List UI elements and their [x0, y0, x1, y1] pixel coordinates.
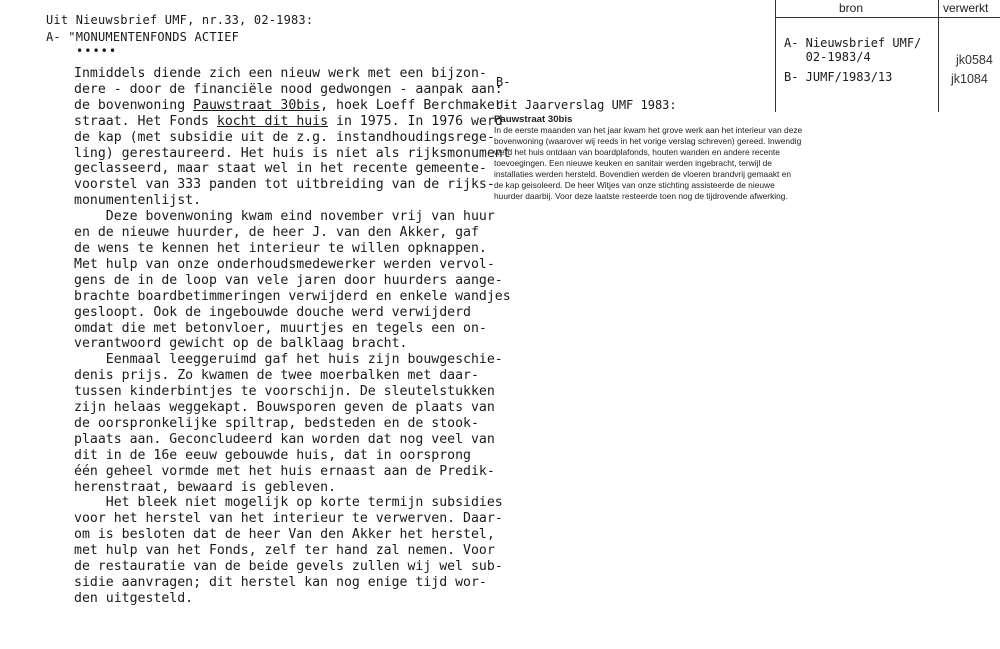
text-line: tussen kinderbintjes te voorschijn. De sleutelstukken [74, 384, 495, 400]
text-line: Het bleek niet mogelijk op korte termijn subsidies [74, 495, 503, 511]
text-line: de bovenwoning Pauwstraat 30bis, hoek Loeff Berchmaker- [74, 97, 511, 113]
title-ornament-dots: ••••• [76, 44, 118, 58]
text-line: denis prijs. Zo kwamen de twee moerbalken met daar- [74, 368, 479, 384]
text-line: brachte boardbetimmeringen verwijderd en enkele wandjes [74, 288, 511, 304]
text-line: voorstel van 333 panden tot uitbreiding van de rijks- [74, 177, 495, 193]
text-line: plaats aan. Geconcludeerd kan worden dat nog veel van [74, 431, 495, 447]
article-a-body [74, 66, 511, 607]
article-b-body [494, 125, 864, 202]
text-line: Eenmaal leeggeruimd gaf het huis zijn bouwgeschie- [74, 352, 503, 368]
text-line: monumentenlijst. [74, 193, 202, 209]
register-header-rule [775, 17, 1000, 18]
text-line: bovenwoning (waarover wij reeds in het vorige verslag schreven) gereed. Inwendig [494, 136, 802, 146]
text-line: den uitgesteld. [74, 590, 194, 606]
underlined-phrase: kocht dit huis [216, 113, 329, 129]
text-line: ling) gerestaureerd. Het huis is niet als rijksmonument [74, 145, 511, 161]
register-entry-a [784, 36, 921, 64]
register-entry-line: B- JUMF/1983/13 [784, 70, 893, 84]
article-b-clipping [494, 114, 864, 202]
text-line: Inmiddels diende zich een nieuw werk met een bijzon- [74, 66, 487, 81]
text-line: sidie aanvragen; dit herstel kan nog enige tijd wor- [74, 575, 487, 590]
text-line: omdat die met betonvloer, muurtjes en tegels een on- [74, 320, 487, 336]
source-citation: Uit Nieuwsbrief UMF, nr.33, 02-1983: [46, 13, 314, 27]
text-line: gesloopt. Ook de ingebouwde douche werd verwijderd [74, 304, 471, 320]
text-line: één geheel vormde met het huis ernaast aan de Predik- [74, 463, 495, 479]
text-line: om is besloten dat de heer Van den Akker het herstel, [74, 527, 495, 543]
article-b-heading: Pauwstraat 30bis [494, 114, 573, 125]
article-a-title: A- "MONUMENTENFONDS ACTIEF [46, 30, 240, 44]
article-b-marker: B- [496, 75, 511, 89]
text-line: huurder daarbij. Voor deze laatste resteerde toen nog de tijdrovende afwerking. [494, 191, 788, 201]
text-line: de oorspronkelijke spiltrap, bedsteden en de stook- [74, 415, 479, 431]
text-line: de restauratie van de beide gevels zullen wij wel sub- [74, 559, 503, 575]
text-line: verantwoord gewicht op de balklaag bracht. [74, 336, 408, 352]
register-entry-b [784, 70, 892, 84]
article-b-source-title: Uit Jaarverslag UMF 1983: [496, 98, 677, 112]
text-line: zijn helaas weggekapt. Bouwsporen geven de plaats van [74, 400, 495, 416]
register-entry-line: A- Nieuwsbrief UMF/ [784, 36, 922, 50]
text-line: Met hulp van onze onderhoudsmedewerker werden vervol- [74, 256, 495, 272]
text-line: de wens te kennen het interieur te willen opknappen. [74, 240, 487, 256]
text-line: geclasseerd, maar staat wel in het recente gemeente- [74, 161, 487, 177]
register-code-b: jk1084 [951, 72, 988, 86]
text-line: installaties werden hersteld. Bovendien werden de vloeren brandvrij gemaakt en [494, 169, 792, 179]
register-header-verwerkt: verwerkt [943, 1, 989, 15]
text-line: toevoegingen. Een nieuwe keuken en sanitair werden ingebracht, terwijl de [494, 158, 772, 168]
text-line: de kap (met subsidie uit de z.g. instandhoudingsrege- [74, 129, 495, 145]
register-entry-line: 02-1983/4 [784, 50, 871, 64]
underlined-phrase: Pauwstraat 30bis [193, 97, 321, 113]
text-line: de kap geisoleerd. De heer Witjes van onze stichting assisteerde de nieuwe [494, 180, 775, 190]
text-line: werd het huis ontdaan van boardplafonds, houten wanden en andere recente [494, 147, 780, 157]
text-line: herenstraat, bewaard is gebleven. [74, 479, 337, 495]
text-line: voor het herstel van het interieur te verwerven. Daar- [74, 511, 503, 527]
text-line: gens de in de loop van vele jaren door huurders aange- [74, 272, 503, 288]
text-line: dit in de 16e eeuw gebouwde huis, dat in oorsprong [74, 447, 471, 463]
text-line: Deze bovenwoning kwam eind november vrij van huur [74, 209, 495, 225]
text-line: en de nieuwe huurder, de heer J. van den Akker, gaf [74, 225, 479, 241]
text-line: In de eerste maanden van het jaar kwam het grove werk aan het interieur van deze [494, 125, 803, 135]
text-line: met hulp van het Fonds, zelf ter hand zal nemen. Voor [74, 543, 495, 559]
text-line: straat. Het Fonds kocht dit huis in 1975. In 1976 werd [74, 113, 503, 129]
register-code-a: jk0584 [956, 53, 993, 67]
text-line: dere - door de financiële nood gedwongen - aanpak aan: [74, 81, 503, 97]
register-header-bron: bron [839, 1, 864, 15]
